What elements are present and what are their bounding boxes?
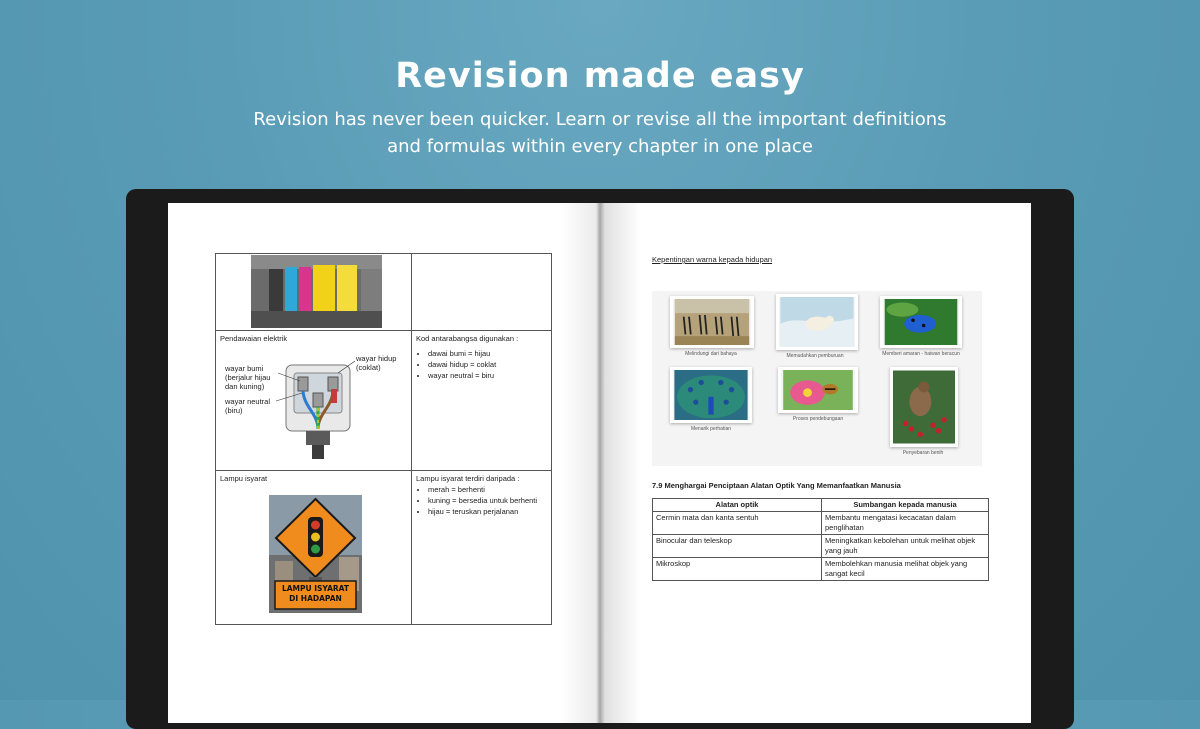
wire-code-cell bbox=[412, 331, 551, 470]
table-row bbox=[653, 535, 989, 558]
photo-caption: Penyebaran benih bbox=[902, 450, 944, 456]
table-cell: Mikroskop bbox=[653, 558, 822, 581]
label-pointers bbox=[216, 331, 411, 470]
peacock-photo bbox=[670, 367, 752, 423]
wiring-title: Pendawaian elektrik bbox=[220, 334, 288, 343]
traffic-light-list bbox=[416, 485, 547, 517]
section-title: 7.9 Menghargai Penciptaan Alatan Optik Yang Memanfaatkan Manusia bbox=[652, 481, 901, 490]
colour-importance-heading: Kepentingan warna kepada hidupan bbox=[652, 255, 773, 264]
empty-cell bbox=[412, 254, 551, 330]
hero-subtitle bbox=[0, 106, 1200, 160]
hero-title: Revision made easy bbox=[395, 56, 805, 96]
hero-subtitle-line1: Revision has never been quicker. Learn or revise all the important definitions bbox=[253, 109, 947, 130]
neutral-wire-label: wayar neutral (biru) bbox=[225, 397, 271, 415]
tablet-frame bbox=[126, 189, 1074, 729]
traffic-sign-image bbox=[269, 495, 362, 613]
optics-table bbox=[652, 498, 989, 581]
right-page bbox=[600, 203, 1031, 723]
poison-frog-photo bbox=[880, 296, 962, 348]
table-cell: Membantu mengatasi kecacatan dalam penglihatan bbox=[822, 512, 989, 535]
photo-caption: Memberi amaran - haiwan beracun bbox=[882, 351, 960, 357]
traffic-light-info-cell bbox=[412, 471, 551, 624]
traffic-sign-text: LAMPU ISYARAT DI HADAPAN bbox=[281, 584, 350, 603]
list-item: • kuning = bersedia untuk berhenti bbox=[428, 496, 547, 506]
ink-cartridge-cell bbox=[216, 254, 411, 330]
table-cell: Binocular dan teleskop bbox=[653, 535, 822, 558]
wire-code-list bbox=[416, 349, 547, 381]
live-wire-label: wayar hidup (coklat) bbox=[356, 354, 397, 372]
traffic-light-cell bbox=[216, 471, 411, 624]
plug-diagram-cell bbox=[216, 331, 411, 470]
photo-caption: Proses pendebungaan bbox=[792, 416, 844, 422]
photo-caption: Menarik perhatian bbox=[690, 426, 732, 432]
bee-flower-photo bbox=[778, 367, 858, 413]
animal-photo-panel bbox=[652, 291, 982, 466]
traffic-light-title: Lampu isyarat bbox=[220, 474, 268, 483]
wire-code-title: Kod antarabangsa digunakan : bbox=[416, 334, 519, 343]
table-header: Sumbangan kepada manusia bbox=[822, 499, 989, 512]
polar-bear-photo bbox=[776, 294, 858, 350]
list-item: • dawai bumi = hijau bbox=[428, 349, 547, 359]
traffic-light-info-title: Lampu isyarat terdiri daripada : bbox=[416, 474, 520, 483]
table-cell: Cermin mata dan kanta sentuh bbox=[653, 512, 822, 535]
table-row bbox=[653, 558, 989, 581]
list-item: • wayar neutral = biru bbox=[428, 371, 547, 381]
bird-photo bbox=[890, 367, 958, 447]
table-cell: Membolehkan manusia melihat objek yang sangat kecil bbox=[822, 558, 989, 581]
hero-subtitle-line2: and formulas within every chapter in one place bbox=[387, 136, 813, 157]
photo-caption: Melindungi dari bahaya bbox=[685, 351, 737, 357]
left-page bbox=[168, 203, 600, 723]
list-item: • dawai hidup = coklat bbox=[428, 360, 547, 370]
table-row bbox=[653, 512, 989, 535]
earth-wire-label: wayar bumi (berjalur hijau dan kuning) bbox=[225, 364, 271, 391]
table-header: Alatan optik bbox=[653, 499, 822, 512]
list-item: • merah = berhenti bbox=[428, 485, 547, 495]
ink-cartridge-image bbox=[251, 255, 382, 328]
open-book bbox=[168, 203, 1031, 723]
photo-caption: Memudahkan pemburuan bbox=[786, 353, 844, 359]
zebra-photo bbox=[670, 296, 754, 348]
table-cell: Meningkatkan kebolehan untuk melihat objek yang jauh bbox=[822, 535, 989, 558]
list-item: • hijau = teruskan perjalanan bbox=[428, 507, 547, 517]
wiring-table bbox=[215, 253, 552, 625]
